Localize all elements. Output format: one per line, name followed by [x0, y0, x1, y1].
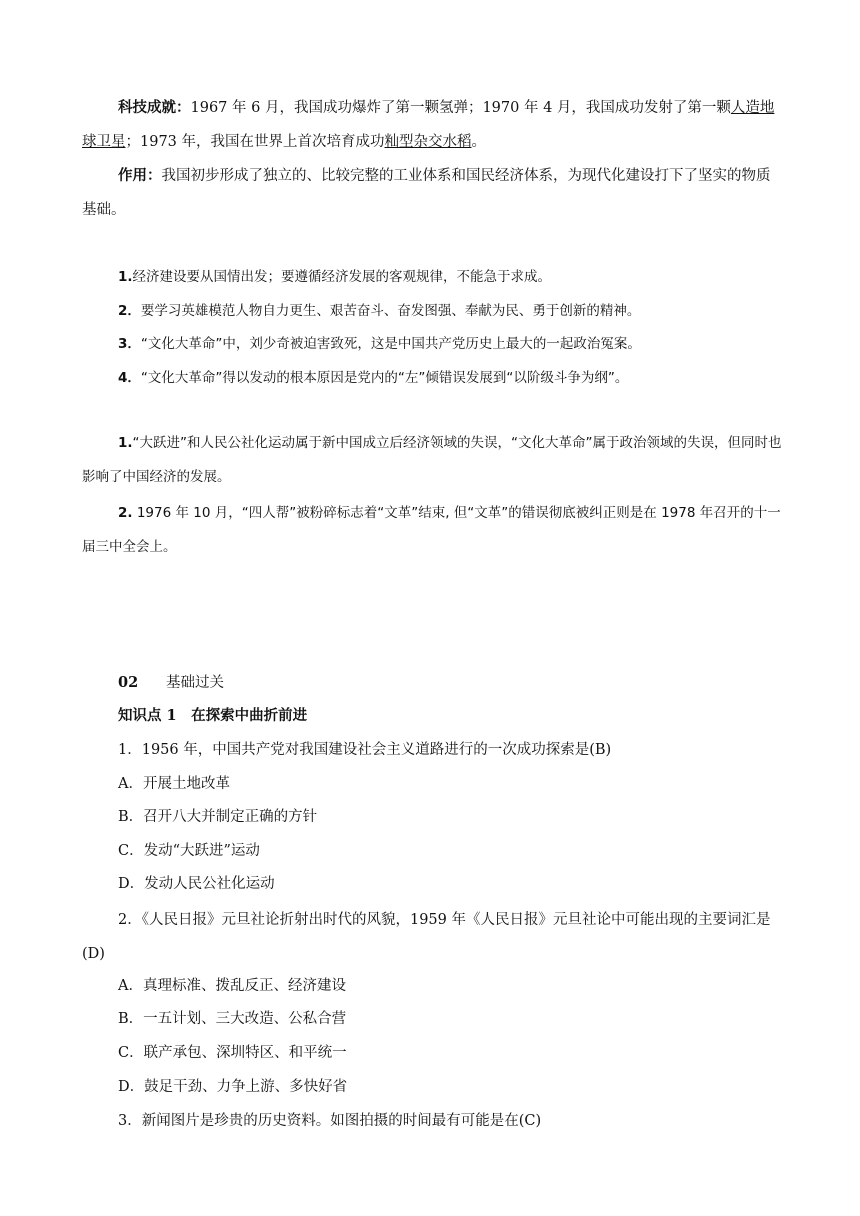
insight-item: [82, 260, 782, 294]
knowledge-point-heading: 知识点 1 在探索中曲折前进: [118, 707, 308, 724]
question-stem: 1．1956 年，中国共产党对我国建设社会主义道路进行的一次成功探索是(B): [118, 742, 612, 758]
insight-text: 要学习英雄模范人物自力更生、艰苦奋斗、奋发图强、奉献为民、勇于创新的精神。: [140, 303, 641, 319]
insight-text: “文化大革命”中，刘少奇被迫害致死，这是中国共产党历史上最大的一起政治冤案。: [140, 336, 641, 352]
question-stem: 3．新闻图片是珍贵的历史资料。如图拍摄的时间最有可能是在(C): [118, 1113, 542, 1129]
answer-option: B．召开八大并制定正确的方针: [118, 809, 318, 825]
rice-term: 籼型杂交水稻: [384, 134, 472, 150]
answer-option: A．真理标准、拨乱反正、经济建设: [118, 978, 346, 994]
answer-option: B．一五计划、三大改造、公私合营: [118, 1011, 347, 1027]
question-stem: 2．《人民日报》元旦社论折射出时代的风貌，1959 年《人民日报》元旦社论中可能出现的主要词汇是(D): [82, 912, 771, 962]
insight-item: [82, 361, 782, 395]
satellite-term: 人造地球卫星: [82, 100, 775, 150]
effect-text: 我国初步形成了独立的、比较完整的工业体系和国民经济体系，为现代化建设打下了坚实的物质基础。: [82, 168, 771, 218]
answer-option: D．鼓足干劲、力争上游、多快好省: [118, 1079, 348, 1095]
answer-option: D．发动人民公社化运动: [118, 876, 275, 892]
achievements-text-c: 。: [471, 134, 487, 150]
note-number: 2.: [118, 505, 133, 521]
note-item: [82, 426, 782, 494]
note-item: [82, 496, 782, 564]
insight-item: [82, 294, 782, 328]
answer-option: C．联产承包、深圳特区、和平统一: [118, 1045, 347, 1061]
achievements-paragraph: [82, 91, 782, 159]
note-number: 1.: [118, 435, 133, 451]
insight-number: 1.: [118, 269, 133, 285]
answer-option: A．开展土地改革: [118, 776, 230, 792]
insight-number: 2．: [118, 303, 141, 319]
achievements-label: 科技成就：: [118, 99, 191, 116]
answer-option: C．发动“大跃进”运动: [118, 843, 260, 859]
section-title: 基础过关: [166, 675, 224, 691]
effect-paragraph: [82, 159, 782, 227]
section-number: 02: [118, 674, 139, 691]
achievements-text-b: ；1973 年，我国在世界上首次培育成功: [125, 134, 385, 150]
insight-number: 3．: [118, 336, 141, 352]
insight-number: 4．: [118, 370, 141, 386]
insight-text: 经济建设要从国情出发；要遵循经济发展的客观规律，不能急于求成。: [132, 269, 552, 285]
insight-item: [82, 327, 782, 361]
effect-label: 作用：: [118, 167, 162, 184]
note-text: 1976 年 10 月，“四人帮”被粉碎标志着“文革”结束, 但“文革”的错误彻底被纠正则是在 1978 年召开的十一届三中全会上。: [82, 505, 781, 555]
section-heading: [118, 670, 224, 696]
insight-text: “文化大革命”得以发动的根本原因是党内的“左”倾错误发展到“以阶级斗争为纲”。: [140, 370, 629, 386]
note-text: “大跃进”和人民公社化运动属于新中国成立后经济领域的失误，“文化大革命”属于政治领域的失误，但同时也影响了中国经济的发展。: [82, 435, 782, 485]
achievements-text-a: 1967 年 6 月，我国成功爆炸了第一颗氢弹；1970 年 4 月，我国成功发射了第一颗: [190, 100, 731, 116]
